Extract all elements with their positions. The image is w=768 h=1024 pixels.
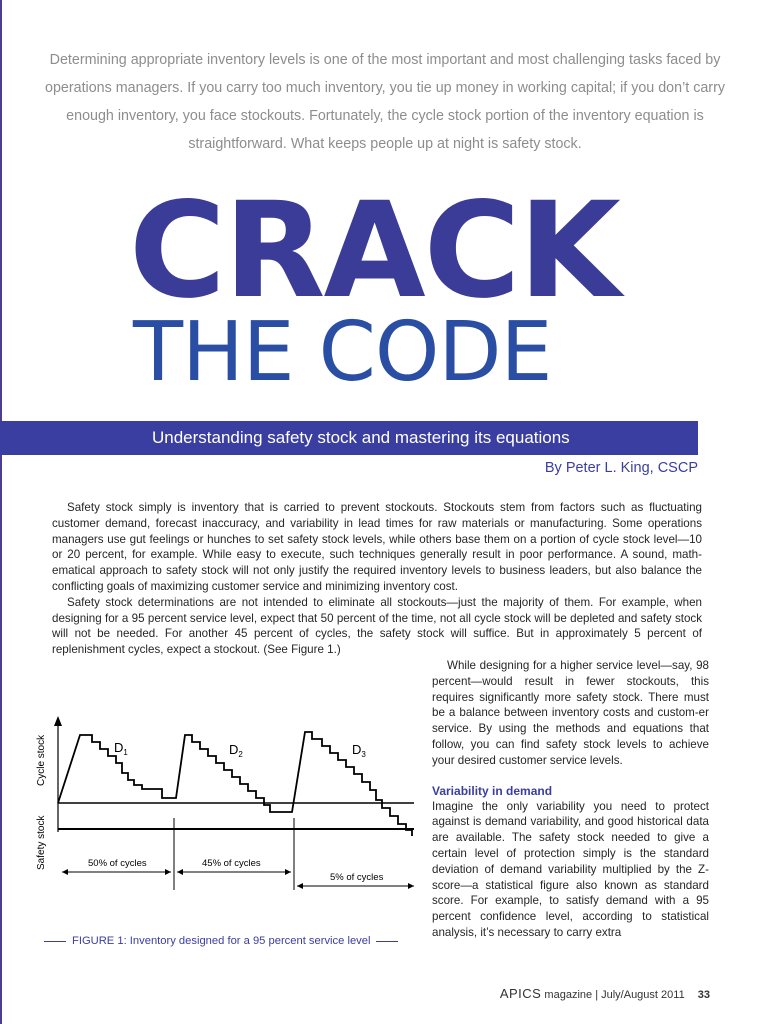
caption-rule	[44, 941, 66, 942]
article-body	[52, 500, 702, 658]
page-footer	[400, 985, 710, 1004]
figure-caption	[38, 932, 418, 950]
arrowhead	[62, 869, 68, 875]
right-column	[432, 658, 709, 941]
byline: By Peter L. King, CSCP	[544, 460, 698, 476]
column-paragraph: While designing for a higher service level—say, 98 percent—would result in fewer stockouts, this requires significantly more safety stock. There must be a balance between inventory costs and custom-er service. By using the methods and equations that follow, you can find safety stock levels to achieve your desired customer service levels.	[432, 659, 709, 767]
range-label-50: 50% of cycles	[88, 858, 147, 869]
subtitle-band	[0, 421, 698, 455]
cycle-stock-label: Cycle stock	[36, 734, 47, 786]
arrowhead	[408, 883, 414, 889]
inventory-diagram	[30, 712, 420, 942]
caption-rule	[376, 941, 398, 942]
caption-text: FIGURE 1: Inventory designed for a 95 percent service level	[72, 935, 371, 947]
safety-stock-label: Safety stock	[36, 815, 47, 870]
subtitle: Understanding safety stock and mastering its equations	[152, 428, 570, 447]
column-paragraph: Imagine the only variability you need to protect against is demand variability, and good historical data are available. The safety stock needed to give a certain level of protection simply is the standard deviation of demand variability multiplied by the Z-score—a statistical figure also known as standard score. For example, to satisfy demand with a 95 percent confidence level, according to statistical analysis, it’s necessary to carry extra	[432, 799, 709, 939]
intro-paragraph: Determining appropriate inventory levels is one of the most important and most challenging tasks faced by operations managers. If you carry too much inventory, you tie up money in working capital; if you don’t carry enough inventory, you face stockouts. Fortunately, the cycle stock portion of the inventory equation is straightforward. What keeps people up at night is safety stock.	[45, 52, 725, 152]
page-number: 33	[697, 989, 710, 1001]
body-paragraph: Safety stock determinations are not intended to eliminate all stockouts—just the majority of them. For example, when designing for a 95 percent service level, expect that 50 percent of the time, not all cycle stock will be depleted and safety stock will not be needed. For another 45 percent of cycles, the safety stock will suffice. But in approximately 5 percent of replenishment cycles, expect a stockout. (See Figure 1.)	[52, 595, 702, 657]
page-edge-rule	[0, 0, 2, 1024]
footer-issue: July/August 2011	[601, 989, 685, 1001]
arrowhead	[297, 883, 303, 889]
section-heading: Variability in demand	[432, 783, 553, 798]
figure-1	[30, 712, 420, 942]
y-axis-arrow	[54, 716, 62, 726]
range-label-5: 5% of cycles	[330, 872, 384, 883]
demand-label-2: $D_2$	[229, 742, 243, 759]
footer-separator: |	[595, 989, 599, 1001]
headline-crack: CRACK	[129, 174, 619, 328]
demand-label-3: $D_3$	[352, 742, 366, 759]
body-paragraph: Safety stock simply is inventory that is carried to prevent stockouts. Stockouts stem from factors such as fluctuating customer demand, forecast inaccuracy, and variability in lead times for raw materials or manufacturing. Some operations managers use gut feelings or hunches to set safety stock levels, while others base them on a portion of cycle stock level—10 or 20 percent, for example. While easy to execute, such techniques generally result in poor performance. A sound, math-ematical approach to safety stock will not only justify the required inventory levels to business leaders, but also balance the conflicting goals of maximizing customer service and minimizing inventory cost.	[52, 501, 702, 593]
range-label-45: 45% of cycles	[202, 858, 261, 869]
headline-the-code: THE CODE	[133, 305, 552, 400]
arrowhead	[165, 869, 171, 875]
arrowhead	[285, 869, 291, 875]
arrowhead	[177, 869, 183, 875]
footer-magazine: magazine	[544, 989, 593, 1001]
footer-brand: APICS	[499, 986, 542, 1001]
demand-label-1: $D_1$	[114, 740, 128, 757]
